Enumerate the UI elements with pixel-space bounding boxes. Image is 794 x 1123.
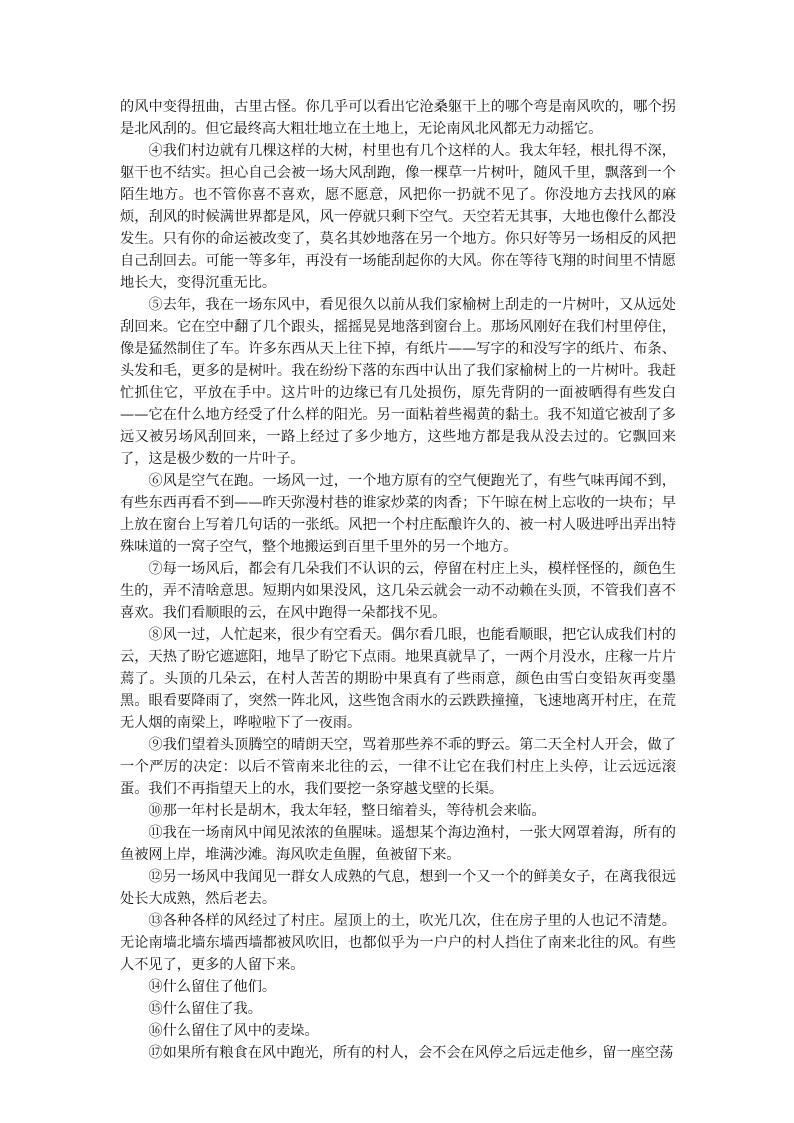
paragraph-16: ⑯什么留住了风中的麦垛。 [148,1023,319,1039]
paragraph-6: ⑥风是空气在跑。一场风一过，一个地方原有的空气便跑光了，有些气味再闻不到，有些东西再看不到——昨天弥漫村巷的谁家炒菜的肉香；下午晾在树上忘收的一块布；早上放在窗台上写着几句话的一张纸。风把一个村庄酝酿许久的、被一村人吸进呼出弄出特殊味道的一窝子空气，整个地搬运到百里千里外的另一个地方。 [120,473,676,555]
paragraph-15: ⑮什么留住了我。 [148,1001,262,1017]
paragraph-14: ⑭什么留住了他们。 [148,979,277,995]
paragraph-10: ⑩那一年村长是胡木，我太年轻，整日缩着头，等待机会来临。 [148,803,546,819]
paragraph-17: ⑰如果所有粮食在风中跑光，所有的村人，会不会在风停之后远走他乡，留一座空荡 [148,1045,674,1061]
paragraph-1: 的风中变得扭曲，古里古怪。你几乎可以看出它沧桑躯干上的哪个弯是南风吹的，哪个拐是北风刮的。但它最终高大粗壮地立在土地上，无论南风北风都无力动摇它。 [120,99,676,137]
paragraph-4: ④我们村边就有几棵这样的大树，村里也有几个这样的人。我太年轻，根扎得不深，躯干也不结实。担心自己会被一场大风刮跑，像一棵草一片树叶，随风千里，飘落到一个陌生地方。也不管你喜不喜欢，愿不愿意，风把你一扔就不见了。你没地方去找风的麻烦，刮风的时候满世界都是风，风一停就只剩下空气。天空若无其事，大地也像什么都没发生。只有你的命运被改变了，莫名其妙地落在另一个地方。你只好等另一场相反的风把自己刮回去。可能一等多年，再没有一场能刮起你的大风。你在等待飞翔的时间里不情愿地长大，变得沉重无比。 [120,143,676,291]
paragraph-5: ⑤去年，我在一场东风中，看见很久以前从我们家榆树上刮走的一片树叶，又从远处刮回来。它在空中翻了几个跟头，摇摇晃晃地落到窗台上。那场风刚好在我们村里停住，像是猛然制住了车。许多东西从天上往下掉，有纸片——写字的和没写字的纸片、布条、头发和毛，更多的是树叶。我在纷纷下落的东西中认出了我们家榆树上的一片树叶。我赶忙抓住它，平放在手中。这片叶的边缘已有几处损伤，原先背阴的一面被晒得有些发白——它在什么地方经受了什么样的阳光。另一面粘着些褐黄的黏土。我不知道它被刮了多远又被另场风刮回来，一路上经过了多少地方，这些地方都是我从没去过的。它飘回来了，这是极少数的一片叶子。 [120,297,676,467]
paragraph-12: ⑫另一场风中我闻见一群女人成熟的气息，想到一个又一个的鲜美女子，在离我很远处长大成熟，然后老去。 [120,869,676,907]
paragraph-9: ⑨我们望着头顶腾空的晴朗天空，骂着那些养不乖的野云。第二天全村人开会，做了一个严厉的决定：以后不管南来北往的云，一律不让它在我们村庄上头停，让云远远滚蛋。我们不再指望天上的水，我们要挖一条穿越戈壁的长渠。 [120,737,676,797]
paragraph-11: ⑪我在一场南风中闻见浓浓的鱼腥味。遥想某个海边渔村，一张大网罩着海，所有的鱼被网上岸，堆满沙滩。海风吹走鱼腥，鱼被留下来。 [120,825,676,863]
paragraph-13: ⑬各种各样的风经过了村庄。屋顶上的土，吹光几次，住在房子里的人也记不清楚。无论南墙北墙东墙西墙都被风吹旧，也都似乎为一户户的村人挡住了南来北往的风。有些人不见了，更多的人留下来。 [120,913,676,973]
paragraph-7: ⑦每一场风后，都会有几朵我们不认识的云，停留在村庄上头，模样怪怪的，颜色生生的，弄不清啥意思。短期内如果没风，这几朵云就会一动不动赖在头顶，不管我们喜不喜欢。我们看顺眼的云，在风中跑得一朵都找不见。 [120,561,676,621]
article-body [120,96,676,1064]
paragraph-8: ⑧风一过，人忙起来，很少有空看天。偶尔看几眼，也能看顺眼，把它认成我们村的云，天热了盼它遮遮阳，地旱了盼它下点雨。地果真就旱了，一两个月没水，庄稼一片片蔫了。头顶的几朵云，在村人苦苦的期盼中果真有了些雨意，颜色由雪白变铅灰再变墨黑。眼看要降雨了，突然一阵北风，这些饱含雨水的云跌跌撞撞，飞速地离开村庄，在荒无人烟的南梁上，哗啦啦下了一夜雨。 [120,627,676,731]
